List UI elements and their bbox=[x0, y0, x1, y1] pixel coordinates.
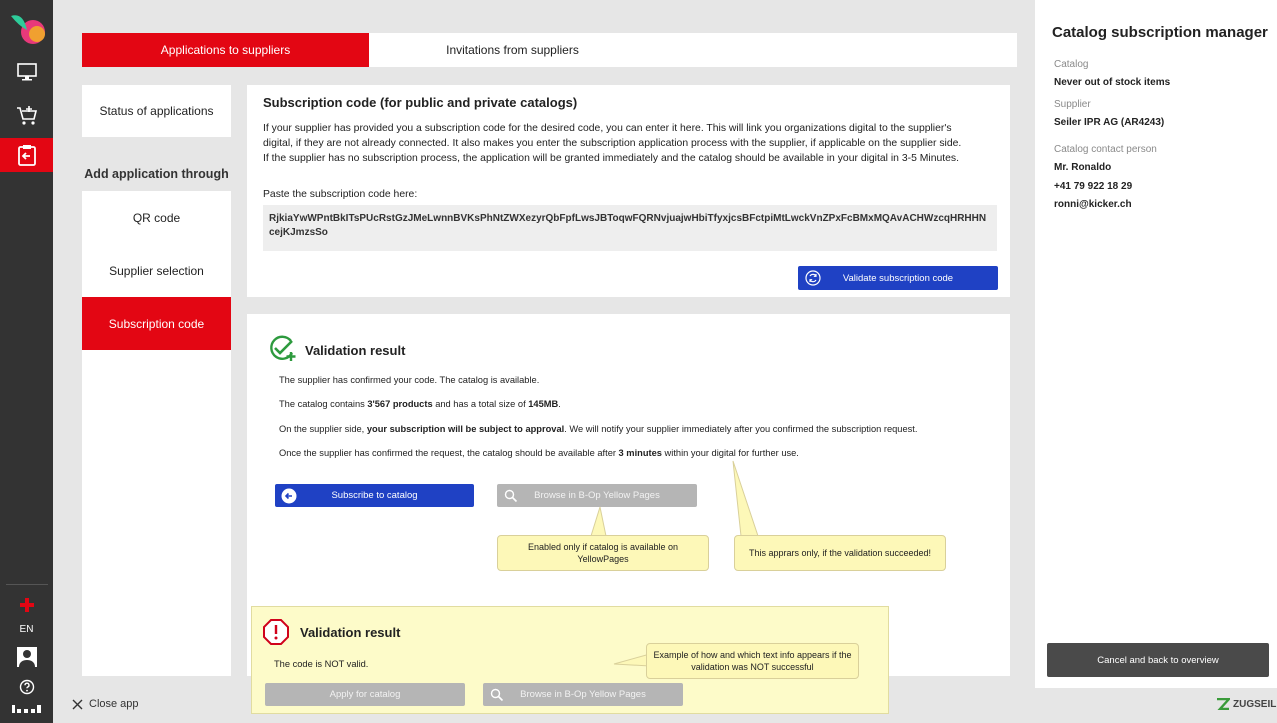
validation-line-confirmed: The supplier has confirmed your code. The catalog is available. bbox=[279, 375, 540, 385]
cart-add-icon[interactable] bbox=[0, 99, 53, 133]
callout-pointers bbox=[580, 460, 760, 540]
brand-mark-icon bbox=[1216, 698, 1230, 710]
catalog-value: Never out of stock items bbox=[1054, 77, 1171, 88]
language-selector[interactable]: EN bbox=[19, 624, 34, 635]
brand-name: ZUGSEIL bbox=[1233, 698, 1277, 710]
close-app-button[interactable] bbox=[72, 698, 139, 710]
validation-line-approval bbox=[279, 424, 917, 434]
tab-bar bbox=[82, 33, 1017, 67]
error-alert-icon bbox=[263, 619, 289, 645]
tab-applications-to-suppliers[interactable]: Applications to suppliers bbox=[82, 33, 369, 67]
description-line: digital, if they are not already connected. It also makes you enter the subscription application process with the supplier, if applicable on the supplier side. bbox=[263, 138, 962, 149]
close-icon bbox=[72, 699, 83, 710]
refresh-icon bbox=[804, 269, 822, 287]
vendor-logo-icon bbox=[0, 700, 53, 718]
approval-notice: your subscription will be subject to approval bbox=[366, 424, 565, 434]
text-fragment: and has a total size of bbox=[432, 399, 529, 409]
arrow-left-icon bbox=[280, 487, 298, 505]
text-fragment: within your digital for further use. bbox=[661, 448, 799, 458]
subscription-description bbox=[263, 121, 1003, 166]
validate-button-label: Validate subscription code bbox=[842, 272, 954, 284]
status-panel bbox=[82, 85, 231, 137]
description-line: If the supplier has no subscription process, the application will be granted immediately and the catalog should be available in your digital in 3-5 Minutes. bbox=[263, 153, 960, 164]
note-browse-enabled: Enabled only if catalog is available on YellowPages bbox=[497, 535, 709, 571]
text-fragment: Once the supplier has confirmed the request, the catalog should be available after bbox=[279, 448, 619, 458]
add-application-nav bbox=[82, 191, 231, 676]
search-icon bbox=[488, 686, 506, 704]
error-browse-yellow-pages-button[interactable] bbox=[483, 683, 683, 706]
subscribe-to-catalog-button[interactable] bbox=[275, 484, 474, 507]
product-count: 3'567 products bbox=[367, 399, 433, 409]
close-app-label: Close app bbox=[89, 698, 139, 710]
description-line: If your supplier has provided you a subscription code for the desired code, you can enter it here. This will link you organizations digital to the supplier's bbox=[263, 123, 952, 134]
text-fragment: . We will notify your supplier immediately after you confirmed the subscription request. bbox=[564, 424, 918, 434]
user-avatar-icon[interactable] bbox=[0, 645, 53, 669]
nav-item-subscription-code[interactable]: Subscription code bbox=[82, 297, 231, 350]
subscribe-button-label: Subscribe to catalog bbox=[331, 490, 418, 501]
app-logo[interactable] bbox=[9, 12, 45, 46]
tab-invitations-from-suppliers[interactable]: Invitations from suppliers bbox=[446, 43, 579, 57]
add-application-heading: Add application through bbox=[84, 167, 229, 181]
supplier-label: Supplier bbox=[1054, 99, 1091, 110]
nav-item-qr-code[interactable]: QR code bbox=[132, 210, 181, 225]
catalog-size: 145MB bbox=[528, 399, 559, 409]
catalog-label: Catalog bbox=[1054, 59, 1089, 70]
cancel-back-button[interactable]: Cancel and back to overview bbox=[1047, 643, 1269, 677]
text-fragment: . bbox=[558, 399, 561, 409]
status-of-applications-item[interactable]: Status of applications bbox=[99, 104, 214, 118]
monitor-icon[interactable] bbox=[0, 55, 53, 89]
paste-code-label: Paste the subscription code here: bbox=[263, 189, 418, 200]
contact-name: Mr. Ronaldo bbox=[1054, 162, 1112, 173]
search-icon bbox=[502, 487, 520, 505]
validation-title: Validation result bbox=[305, 343, 406, 358]
check-plus-icon bbox=[268, 335, 298, 363]
error-message: The code is NOT valid. bbox=[274, 659, 369, 669]
subscription-nav-icon[interactable] bbox=[0, 138, 53, 172]
validation-line-availability bbox=[279, 448, 799, 458]
panel-title: Catalog subscription manager bbox=[1052, 24, 1268, 41]
left-rail bbox=[0, 0, 53, 723]
note-error-example: Example of how and which text info appears if the validation was NOT successful bbox=[646, 643, 859, 679]
apply-for-catalog-button[interactable]: Apply for catalog bbox=[265, 683, 465, 706]
subscription-title: Subscription code (for public and private catalogs) bbox=[263, 95, 578, 110]
text-fragment: The catalog contains bbox=[279, 399, 368, 409]
brand-logo bbox=[1216, 698, 1276, 710]
browse-button-label: Browse in B-Op Yellow Pages bbox=[534, 490, 660, 501]
text-fragment: On the supplier side, bbox=[279, 424, 367, 434]
validate-subscription-code-button[interactable] bbox=[798, 266, 998, 290]
error-browse-button-label: Browse in B-Op Yellow Pages bbox=[520, 689, 646, 700]
validation-line-catalog-size bbox=[279, 399, 561, 409]
contact-label: Catalog contact person bbox=[1054, 144, 1157, 155]
help-icon[interactable] bbox=[0, 676, 53, 698]
note-success-only: This apprars only, if the validation succeeded! bbox=[734, 535, 946, 571]
availability-time: 3 minutes bbox=[618, 448, 662, 458]
swiss-flag-icon bbox=[0, 592, 53, 618]
contact-phone: +41 79 922 18 29 bbox=[1054, 181, 1133, 192]
rail-divider bbox=[6, 584, 48, 585]
subscription-code-input[interactable]: RjkiaYwWPntBkITsPUcRstGzJMeLwnnBVKsPhNtZWXezyrQbFpfLwsJBToqwFQRNvjuajwHbiTfyxjcsBFctpiMtLwckVnZPxFcBMxMQAvACHWzcqHRHHNcejKJmzsSo bbox=[263, 205, 997, 251]
nav-item-supplier-selection[interactable]: Supplier selection bbox=[109, 263, 204, 278]
contact-email[interactable]: ronni@kicker.ch bbox=[1054, 199, 1132, 210]
error-title: Validation result bbox=[300, 625, 401, 640]
supplier-value: Seiler IPR AG (AR4243) bbox=[1054, 117, 1165, 128]
